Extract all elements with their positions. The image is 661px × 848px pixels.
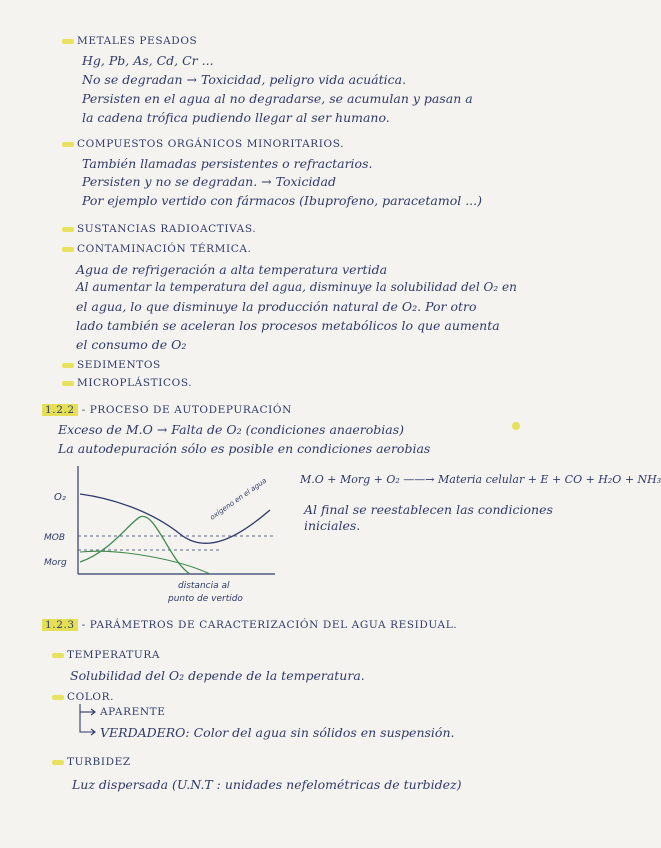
- section-number: 1.2.3: [42, 619, 78, 631]
- heading-turbidez: TURBIDEZ: [52, 755, 131, 770]
- heading-sedimentos: SEDIMENTOS: [62, 358, 161, 373]
- metales-line1: Hg, Pb, As, Cd, Cr ...: [82, 53, 214, 68]
- color-verdadero: VERDADERO: Color del agua sin sólidos en suspensión.: [100, 725, 455, 740]
- heading-color: COLOR.: [52, 690, 114, 705]
- xlabel-1: distancia al: [178, 581, 230, 591]
- autodepuracion-line2: La autodepuración sólo es posible en condiciones aerobias: [58, 441, 431, 456]
- metales-line4: la cadena trófica pudiendo llegar al ser humano.: [82, 110, 390, 125]
- autodepuracion-line1: Exceso de M.O → Falta de O₂ (condiciones anaerobias): [58, 422, 405, 437]
- heading-metales: METALES PESADOS: [62, 34, 197, 49]
- highlight-bullet: [62, 247, 74, 252]
- highlight-bullet: [62, 142, 74, 147]
- heading-autodepuracion: 1.2.2 - PROCESO DE AUTODEPURACIÓN: [42, 403, 292, 418]
- heading-radiactivas: SUSTANCIAS RADIOACTIVAS.: [62, 222, 256, 237]
- highlight-dot: [512, 422, 520, 430]
- reaction-equation: M.O + Morg + O₂ ——→ Materia celular + E + CO + H₂O + NH₃: [300, 473, 661, 486]
- autodepuracion-note1: Al final se reestablecen las condiciones: [304, 502, 553, 517]
- autodepuracion-note2: iniciales.: [304, 518, 361, 533]
- autodepuracion-diagram: [40, 462, 280, 610]
- compuestos-line1: También llamadas persistentes o refractarios.: [82, 156, 373, 171]
- heading-compuestos: COMPUESTOS ORGÁNICOS MINORITARIOS.: [62, 137, 344, 152]
- xlabel-2: punto de vertido: [168, 594, 243, 604]
- label-o2: O₂: [54, 492, 66, 503]
- compuestos-line3: Por ejemplo vertido con fármacos (Ibuprofeno, paracetamol ...): [82, 193, 482, 208]
- temperatura-line: Solubilidad del O₂ depende de la temperatura.: [70, 668, 365, 683]
- curve-label: oxígeno en el agua: [208, 476, 269, 522]
- highlight-bullet: [62, 363, 74, 368]
- highlight-bullet: [62, 227, 74, 232]
- heading-microplasticos: MICROPLÁSTICOS.: [62, 376, 192, 391]
- heading-parametros: 1.2.3 - PARÁMETROS DE CARACTERIZACIÓN DEL AGUA RESIDUAL.: [42, 618, 457, 633]
- morg-curve: [80, 551, 210, 574]
- highlight-bullet: [62, 381, 74, 386]
- branch-arrows: [76, 702, 100, 736]
- organic-matter-curve: [80, 516, 190, 574]
- heading-temperatura: TEMPERATURA: [52, 648, 160, 663]
- termica-line3: el agua, lo que disminuye la producción natural de O₂. Por otro: [76, 299, 477, 314]
- metales-line2: No se degradan → Toxicidad, peligro vida acuática.: [82, 72, 407, 87]
- highlight-bullet: [52, 760, 64, 765]
- heading-termica: CONTAMINACIÓN TÉRMICA.: [62, 242, 251, 257]
- metales-line3: Persisten en el agua al no degradarse, se acumulan y pasan a: [82, 91, 473, 106]
- termica-line5: el consumo de O₂: [76, 337, 187, 352]
- section-number: 1.2.2: [42, 404, 78, 416]
- highlight-bullet: [52, 653, 64, 658]
- compuestos-line2: Persisten y no se degradan. → Toxicidad: [82, 174, 336, 189]
- highlight-bullet: [62, 39, 74, 44]
- termica-line1: Agua de refrigeración a alta temperatura vertida: [76, 262, 388, 277]
- termica-line4: lado también se aceleran los procesos metabólicos lo que aumenta: [76, 318, 500, 333]
- label-morg: Morg: [44, 558, 67, 568]
- termica-line2: Al aumentar la temperatura del agua, disminuye la solubilidad del O₂ en: [76, 280, 517, 294]
- color-aparente: APARENTE: [100, 706, 166, 718]
- turbidez-line: Luz dispersada (U.N.T : unidades nefelométricas de turbidez): [72, 777, 462, 792]
- label-mob: MOB: [44, 533, 66, 543]
- highlight-bullet: [52, 695, 64, 700]
